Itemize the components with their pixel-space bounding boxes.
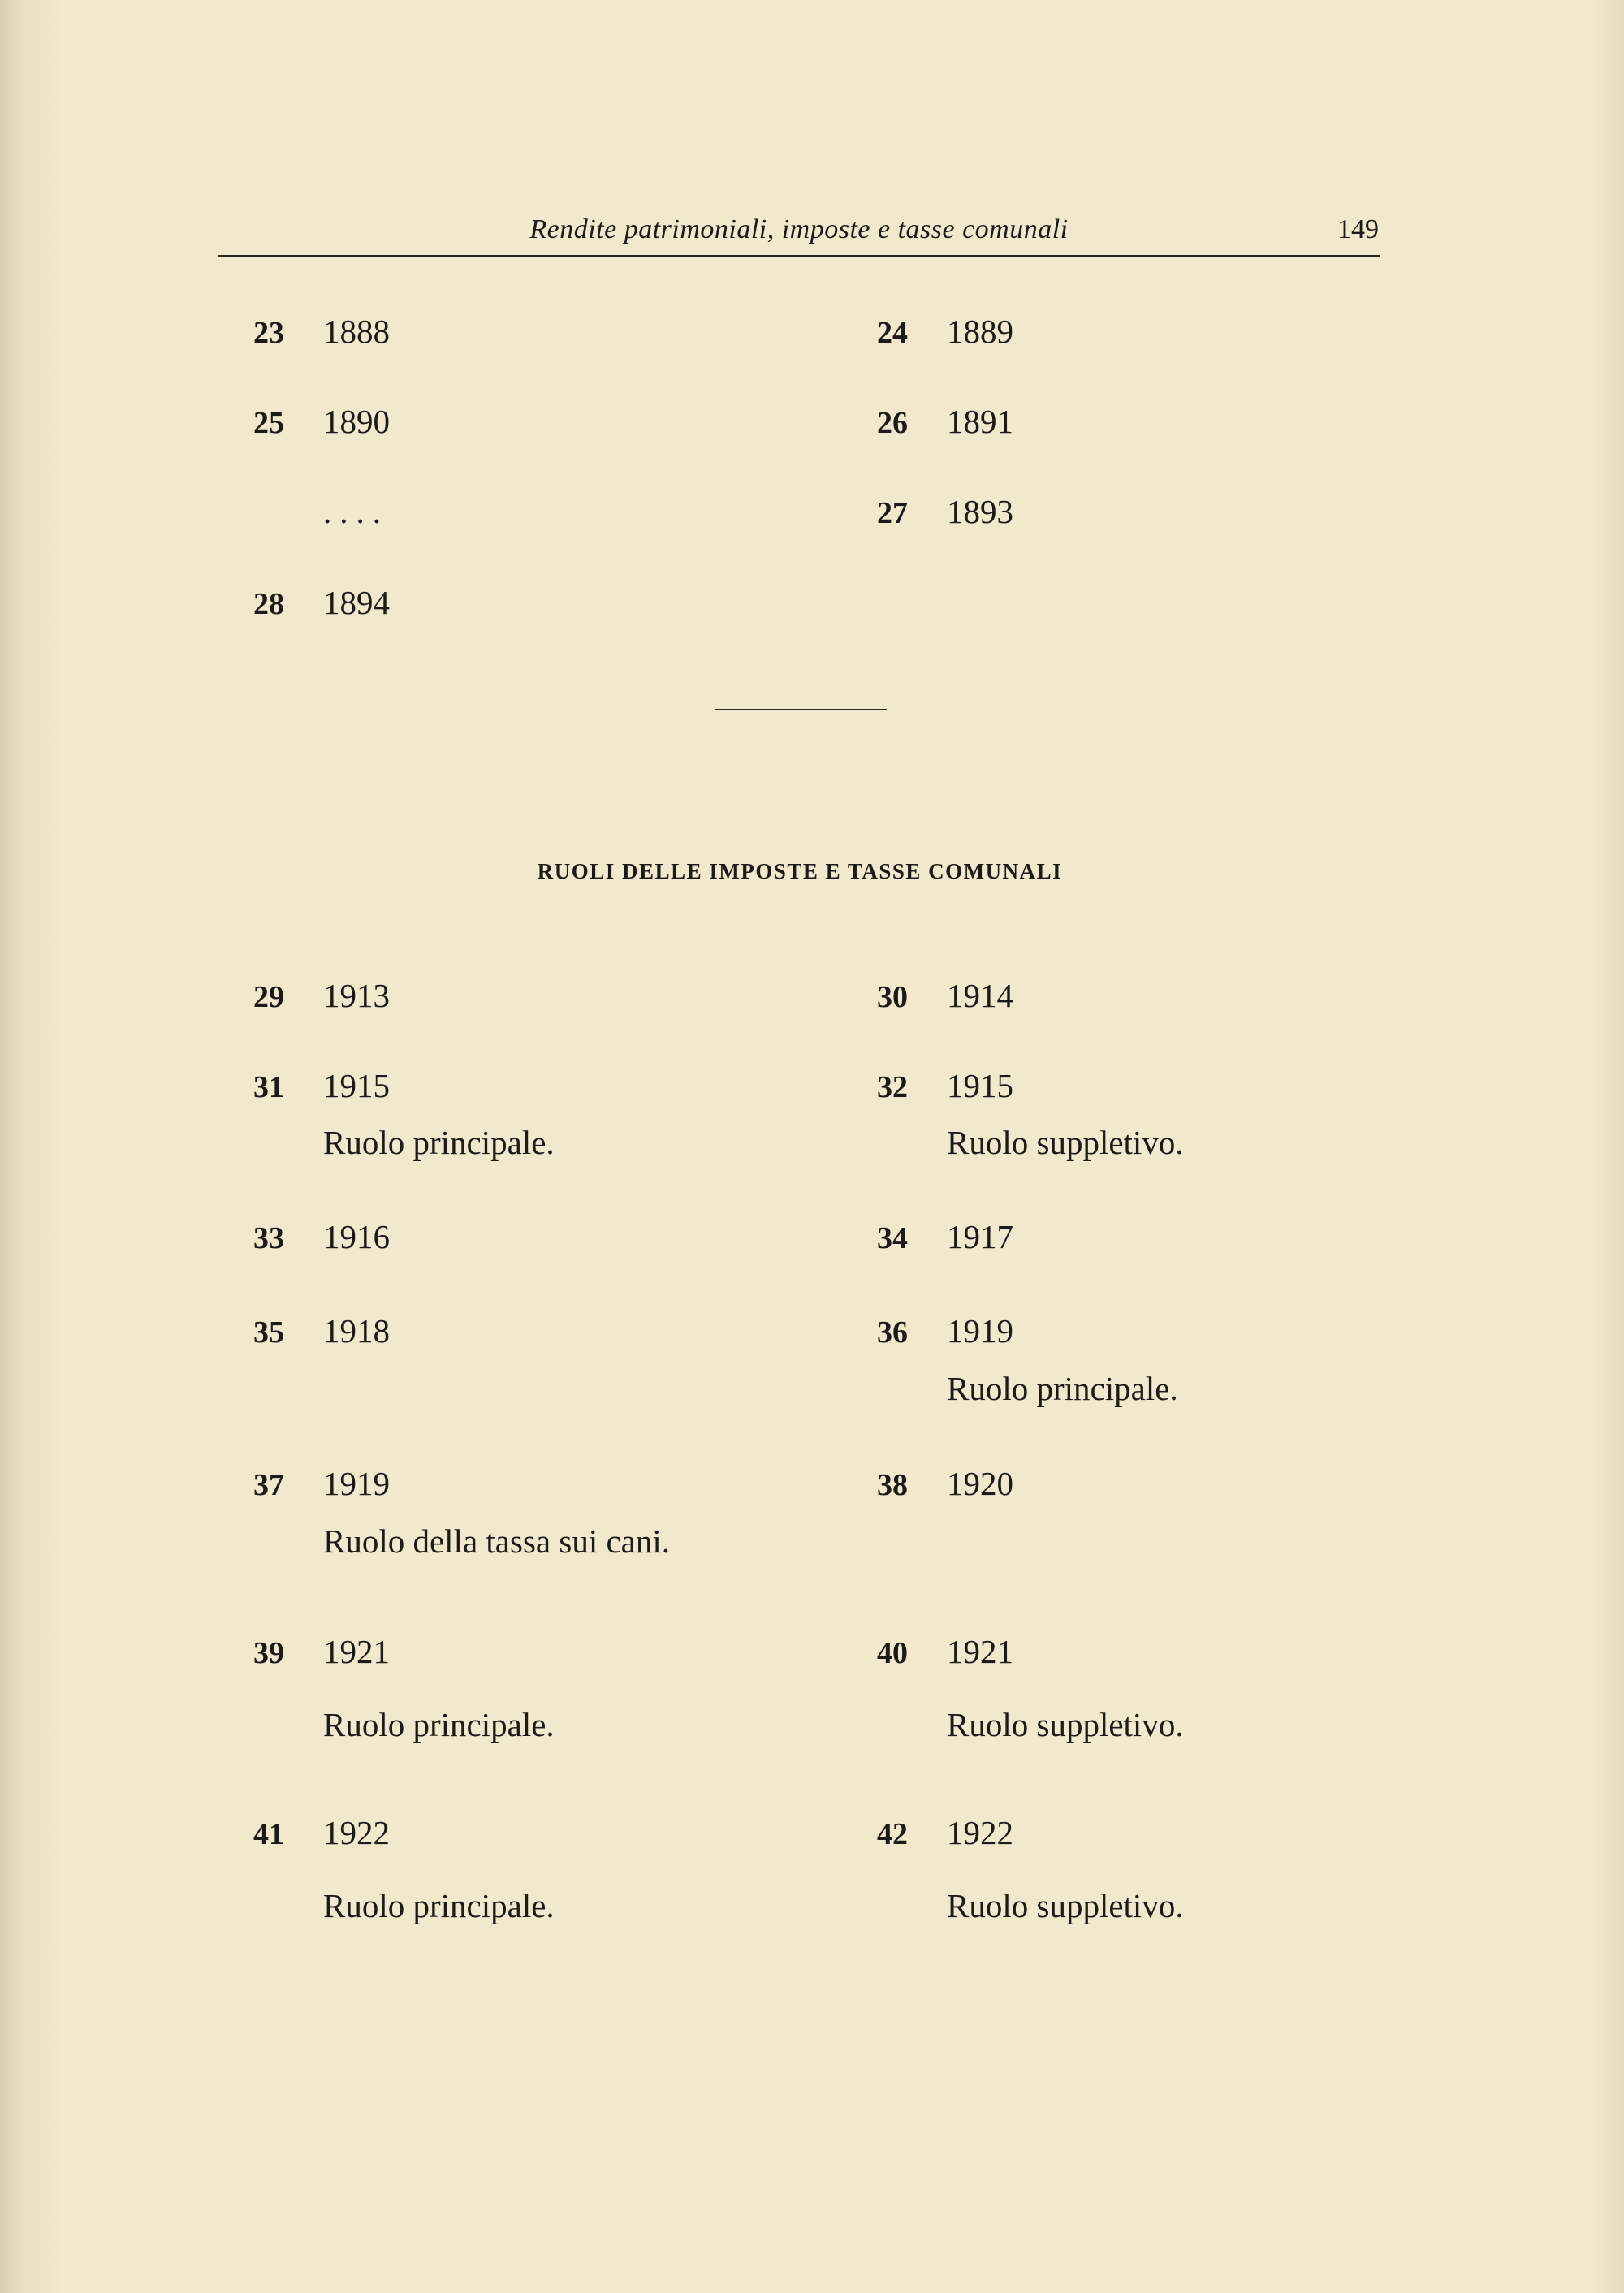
- list-item: [877, 1061, 1013, 1110]
- entry-year: 1888: [323, 313, 390, 350]
- entry-note: Ruolo della tassa sui cani.: [323, 1522, 670, 1560]
- list-item: [253, 307, 390, 356]
- list-item: [877, 1306, 1013, 1355]
- entry-number: 25: [253, 406, 284, 440]
- list-item: [253, 397, 390, 446]
- entry-number: 23: [253, 316, 284, 350]
- entry-year: 1920: [947, 1465, 1013, 1502]
- entry-year: 1891: [947, 403, 1013, 440]
- entry-year: 1919: [323, 1465, 390, 1502]
- entry-note: Ruolo suppletivo.: [947, 1124, 1184, 1161]
- entry-year: 1922: [947, 1814, 1013, 1851]
- list-item: [877, 1212, 1013, 1261]
- entry-note: Ruolo principale.: [323, 1124, 555, 1161]
- list-item: [253, 578, 390, 627]
- entry-year: 1917: [947, 1218, 1013, 1255]
- entry-number: 36: [877, 1315, 908, 1349]
- entry-year: 1921: [947, 1633, 1013, 1670]
- entry-year: 1922: [323, 1814, 390, 1851]
- entry-note: Ruolo principale.: [947, 1370, 1178, 1407]
- list-item: [877, 971, 1013, 1020]
- entry-number: 32: [877, 1070, 908, 1104]
- entry-year: 1913: [323, 977, 390, 1014]
- entry-number: 24: [877, 316, 908, 350]
- entry-number: 41: [253, 1817, 284, 1851]
- entry-note: Ruolo suppletivo.: [947, 1887, 1184, 1924]
- entry-number: 28: [253, 587, 284, 621]
- entry-number: 34: [877, 1221, 908, 1255]
- list-item: [253, 1212, 390, 1261]
- entry-number: 29: [253, 980, 284, 1014]
- list-item: [253, 1061, 390, 1110]
- entry-year: 1918: [323, 1312, 390, 1349]
- running-title: Rendite patrimoniali, imposte e tasse comunali: [529, 214, 1069, 244]
- list-item: [253, 1306, 390, 1355]
- entry-number: 35: [253, 1315, 284, 1349]
- section-divider: [715, 709, 887, 710]
- entry-number: 37: [253, 1468, 284, 1502]
- entry-number: 42: [877, 1817, 908, 1851]
- entry-year: 1889: [947, 313, 1013, 350]
- list-item: [877, 1627, 1013, 1676]
- list-item: [877, 1459, 1013, 1508]
- entry-number: 31: [253, 1070, 284, 1104]
- running-head: [218, 209, 1380, 257]
- entry-number: 30: [877, 980, 908, 1014]
- ellipsis-marker: ....: [323, 493, 389, 530]
- entry-year: 1916: [323, 1218, 390, 1255]
- list-item: [877, 397, 1013, 446]
- list-item: [877, 487, 1013, 536]
- entry-year: 1893: [947, 493, 1013, 530]
- list-item: [253, 1627, 390, 1676]
- entry-year: 1914: [947, 977, 1013, 1014]
- entry-year: 1915: [323, 1067, 390, 1104]
- entry-number: 27: [877, 496, 908, 530]
- entry-year: 1890: [323, 403, 390, 440]
- page-number: 149: [1337, 214, 1379, 244]
- entry-year: 1919: [947, 1312, 1013, 1349]
- entry-note: Ruolo principale.: [323, 1706, 555, 1743]
- entry-number: 39: [253, 1636, 284, 1670]
- entry-number: 38: [877, 1468, 908, 1502]
- entry-year: 1915: [947, 1067, 1013, 1104]
- entry-number: 26: [877, 406, 908, 440]
- list-item: [877, 1808, 1013, 1857]
- entry-note: Ruolo principale.: [323, 1887, 555, 1924]
- entry-number: 33: [253, 1221, 284, 1255]
- list-item: [253, 1459, 390, 1508]
- list-item: [253, 1808, 390, 1857]
- entry-note: Ruolo suppletivo.: [947, 1706, 1184, 1743]
- entry-year: 1921: [323, 1633, 390, 1670]
- section-title: RUOLI DELLE IMPOSTE E TASSE COMUNALI: [537, 859, 1063, 883]
- entry-year: 1894: [323, 584, 390, 621]
- list-item: [253, 971, 390, 1020]
- list-item: [877, 307, 1013, 356]
- entry-number: 40: [877, 1636, 908, 1670]
